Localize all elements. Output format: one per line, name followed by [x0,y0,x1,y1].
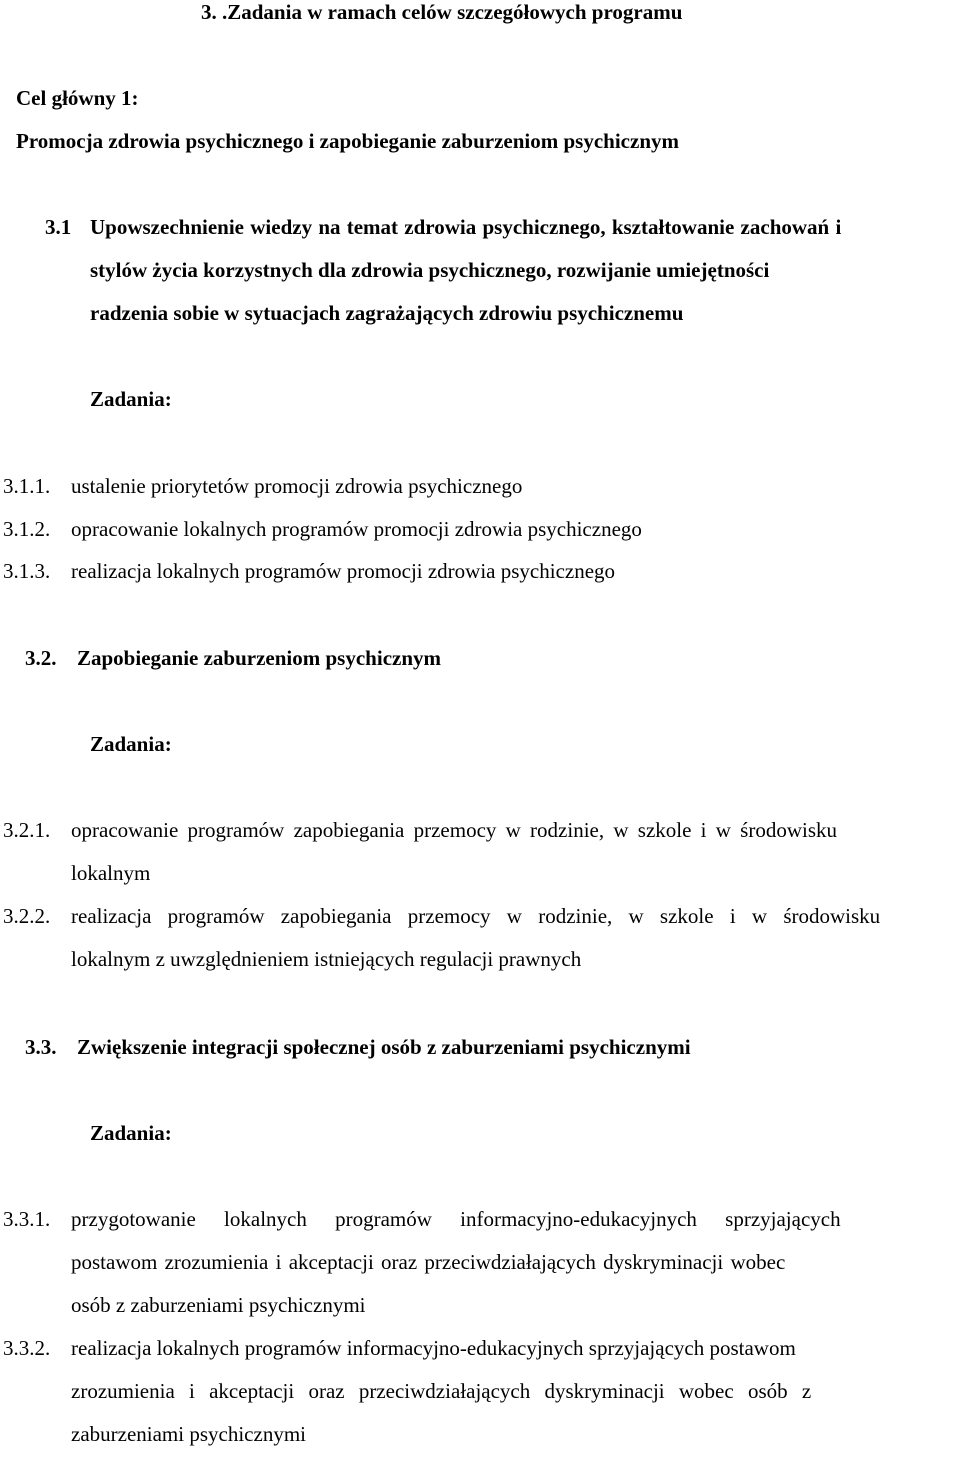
goal-3-3-title: Zwiększenie integracji społecznej osób z zaburzeniami psychicznymi [77,1035,691,1059]
task-text: realizacja lokalnych programów promocji zdrowia psychicznego [71,559,616,583]
section-title: 3. .Zadania w ramach celów szczegółowych programu [201,0,683,24]
task-text: opracowanie lokalnych programów promocji zdrowia psychicznego [71,517,642,541]
main-goal-text: Promocja zdrowia psychicznego i zapobieganie zaburzeniom psychicznym [16,129,679,153]
task-number: 3.2.1. [3,818,51,842]
goal-3-3-number: 3.3. [25,1035,57,1059]
goal-3-2-title: Zapobieganie zaburzeniom psychicznym [77,646,442,670]
task-number: 3.1.2. [3,517,51,541]
goal-3-2-tasks-label: Zadania: [90,732,172,756]
goal-3-1-number: 3.1 [45,215,72,239]
task-text-line: zaburzeniami psychicznymi [71,1422,306,1446]
task-text-line: opracowanie programów zapobiegania przemocy w rodzinie, w szkole i w środowisku [71,818,838,842]
task-text-line: osób z zaburzeniami psychicznymi [71,1293,366,1317]
task-text: ustalenie priorytetów promocji zdrowia psychicznego [71,474,523,498]
task-number: 3.3.1. [3,1207,51,1231]
task-text-line: lokalnym [71,861,151,885]
task-text-line: lokalnym z uwzględnieniem istniejących regulacji prawnych [71,947,582,971]
task-number: 3.3.2. [3,1336,51,1360]
task-text-line: zrozumienia i akceptacji oraz przeciwdziałających dyskryminacji wobec osób z [71,1379,812,1403]
task-number: 3.2.2. [3,904,51,928]
task-number: 3.1.1. [3,474,51,498]
main-goal-label: Cel główny 1: [16,86,139,110]
task-number: 3.1.3. [3,559,51,583]
task-text-line: realizacja programów zapobiegania przemocy w rodzinie, w szkole i w środowisku [71,904,881,928]
task-text-line: przygotowanie lokalnych programów informacyjno-edukacyjnych sprzyjających [71,1207,841,1231]
task-text-line: realizacja lokalnych programów informacyjno-edukacyjnych sprzyjających postawom [71,1336,796,1360]
goal-3-1-line-1: Upowszechnienie wiedzy na temat zdrowia psychicznego, kształtowanie zachowań i [90,215,842,239]
task-text-line: postawom zrozumienia i akceptacji oraz przeciwdziałających dyskryminacji wobec [71,1250,786,1274]
goal-3-1-line-3: radzenia sobie w sytuacjach zagrażających zdrowiu psychicznemu [90,301,684,325]
goal-3-1-line-2: stylów życia korzystnych dla zdrowia psychicznego, rozwijanie umiejętności [90,258,770,282]
goal-3-3-tasks-label: Zadania: [90,1121,172,1145]
goal-3-1-tasks-label: Zadania: [90,387,172,411]
goal-3-2-number: 3.2. [25,646,57,670]
